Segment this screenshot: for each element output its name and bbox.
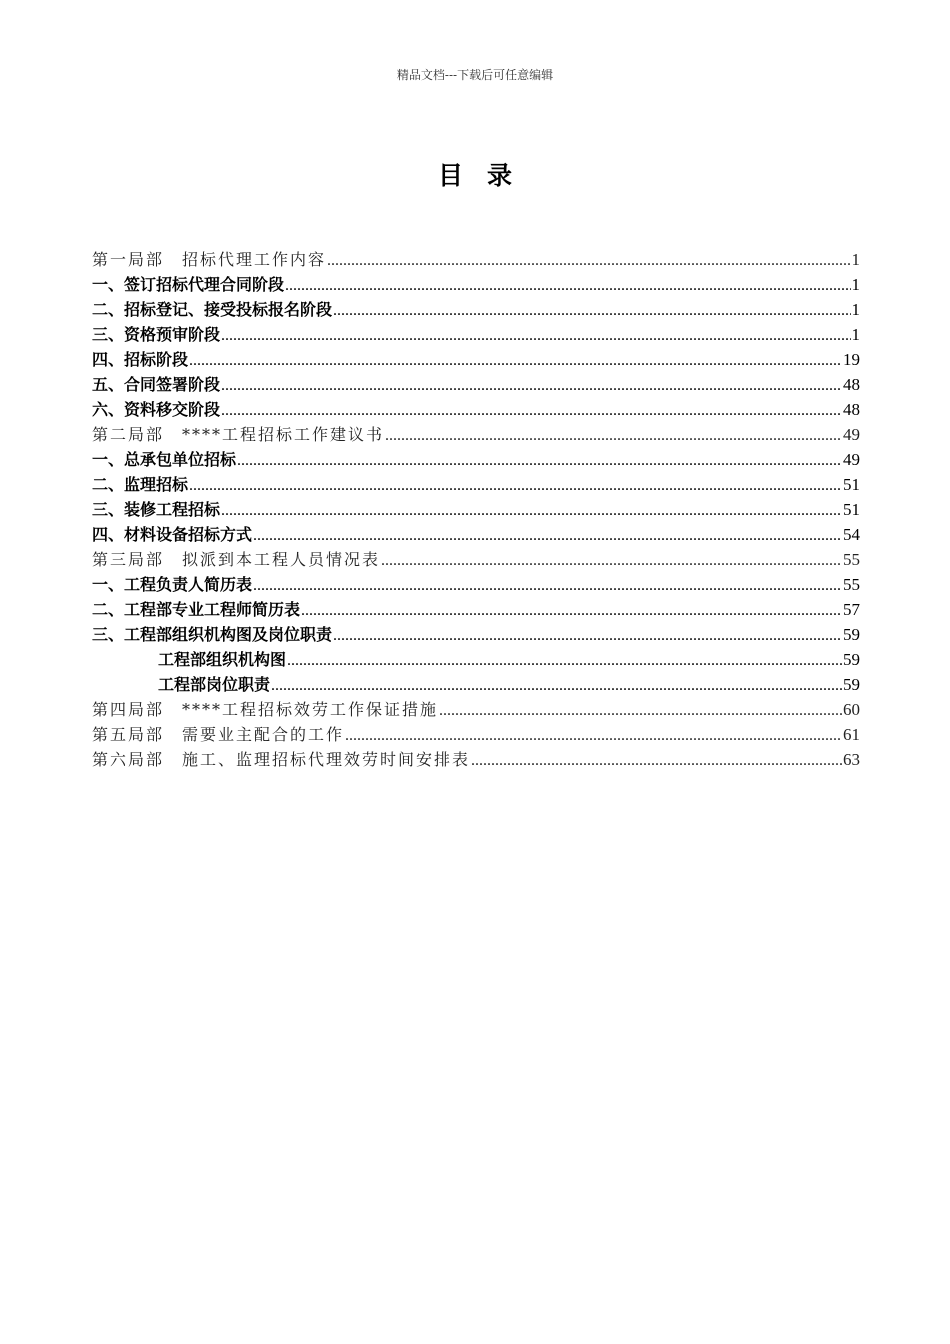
toc-dot-leader <box>345 722 842 748</box>
toc-entry-title: 工程部岗位职责 <box>158 675 271 694</box>
toc-dot-leader <box>221 322 850 348</box>
toc-dot-leader <box>271 672 842 698</box>
toc-dot-leader <box>327 247 850 273</box>
toc-entry[interactable] <box>92 647 860 672</box>
toc-entry-title: 二、工程部专业工程师简历表 <box>92 600 301 619</box>
toc-entry-title: 第一局部 招标代理工作内容 <box>92 250 327 269</box>
page-header-note: 精品文档---下载后可任意编辑 <box>396 68 554 82</box>
toc-entry-page-number: 1 <box>851 325 860 344</box>
toc-entry[interactable] <box>92 747 860 772</box>
toc-dot-leader <box>381 547 842 573</box>
toc-entry[interactable] <box>92 522 860 547</box>
toc-entry-page-number: 61 <box>843 725 860 744</box>
toc-entry-page-number: 51 <box>843 475 860 494</box>
toc-dot-leader <box>189 472 842 498</box>
toc-entry[interactable] <box>92 297 860 322</box>
toc-entry-page-number: 59 <box>843 625 860 644</box>
toc-entry[interactable] <box>92 372 860 397</box>
toc-entry-title: 六、资料移交阶段 <box>92 400 221 419</box>
toc-dot-leader <box>253 522 842 548</box>
toc-entry[interactable] <box>92 247 860 272</box>
toc-entry[interactable] <box>92 597 860 622</box>
toc-entry-title: 一、工程负责人简历表 <box>92 575 253 594</box>
document-title: 目录 <box>437 161 536 190</box>
toc-entry-page-number: 48 <box>843 375 860 394</box>
toc-entry-page-number: 51 <box>843 500 860 519</box>
toc-dot-leader <box>285 272 850 298</box>
toc-entry[interactable] <box>92 697 860 722</box>
toc-entry-title: 三、工程部组织机构图及岗位职责 <box>92 625 333 644</box>
toc-entry-title: 一、总承包单位招标 <box>92 450 237 469</box>
toc-entry-title: 一、签订招标代理合同阶段 <box>92 275 285 294</box>
toc-entry-title: 第六局部 施工、监理招标代理效劳时间安排表 <box>92 750 471 769</box>
toc-dot-leader <box>439 697 842 723</box>
table-of-contents <box>92 247 860 772</box>
toc-entry[interactable] <box>92 547 860 572</box>
toc-dot-leader <box>221 497 842 523</box>
toc-entry-page-number: 1 <box>851 300 860 319</box>
toc-entry[interactable] <box>92 272 860 297</box>
toc-entry-page-number: 59 <box>843 650 860 669</box>
toc-entry-title: 第二局部 ****工程招标工作建议书 <box>92 425 385 444</box>
toc-entry-title: 三、装修工程招标 <box>92 500 221 519</box>
toc-dot-leader <box>237 447 842 473</box>
toc-entry-title: 二、监理招标 <box>92 475 189 494</box>
toc-dot-leader <box>333 622 842 648</box>
toc-dot-leader <box>253 572 842 598</box>
toc-dot-leader <box>221 372 842 398</box>
toc-entry-title: 工程部组织机构图 <box>158 650 287 669</box>
toc-entry-title: 第五局部 需要业主配合的工作 <box>92 725 345 744</box>
toc-entry-page-number: 60 <box>843 700 860 719</box>
toc-entry-title: 四、招标阶段 <box>92 350 189 369</box>
toc-entry-page-number: 55 <box>843 550 860 569</box>
toc-entry-title: 第四局部 ****工程招标效劳工作保证措施 <box>92 700 439 719</box>
toc-entry[interactable] <box>92 672 860 697</box>
toc-dot-leader <box>221 397 842 423</box>
toc-entry-title: 三、资格预审阶段 <box>92 325 221 344</box>
toc-entry[interactable] <box>92 347 860 372</box>
toc-entry[interactable] <box>92 572 860 597</box>
toc-entry-page-number: 63 <box>843 750 860 769</box>
toc-entry-page-number: 49 <box>843 425 860 444</box>
toc-entry-page-number: 48 <box>843 400 860 419</box>
toc-dot-leader <box>471 747 842 773</box>
toc-entry[interactable] <box>92 447 860 472</box>
toc-dot-leader <box>333 297 850 323</box>
toc-entry-title: 四、材料设备招标方式 <box>92 525 253 544</box>
toc-entry-title: 第三局部 拟派到本工程人员情况表 <box>92 550 381 569</box>
toc-entry[interactable] <box>92 722 860 747</box>
toc-dot-leader <box>301 597 842 623</box>
toc-dot-leader <box>287 647 842 673</box>
toc-entry-page-number: 19 <box>843 350 860 369</box>
toc-entry-page-number: 54 <box>843 525 860 544</box>
toc-entry-title: 二、招标登记、接受投标报名阶段 <box>92 300 333 319</box>
toc-dot-leader <box>385 422 842 448</box>
toc-entry[interactable] <box>92 497 860 522</box>
toc-dot-leader <box>189 347 842 373</box>
toc-entry-page-number: 57 <box>843 600 860 619</box>
toc-entry[interactable] <box>92 397 860 422</box>
toc-entry-page-number: 55 <box>843 575 860 594</box>
toc-entry-title: 五、合同签署阶段 <box>92 375 221 394</box>
toc-entry[interactable] <box>92 622 860 647</box>
toc-entry-page-number: 1 <box>851 250 860 269</box>
toc-entry[interactable] <box>92 472 860 497</box>
toc-entry-page-number: 1 <box>851 275 860 294</box>
toc-entry[interactable] <box>92 422 860 447</box>
toc-entry-page-number: 49 <box>843 450 860 469</box>
toc-entry-page-number: 59 <box>843 675 860 694</box>
toc-entry[interactable] <box>92 322 860 347</box>
